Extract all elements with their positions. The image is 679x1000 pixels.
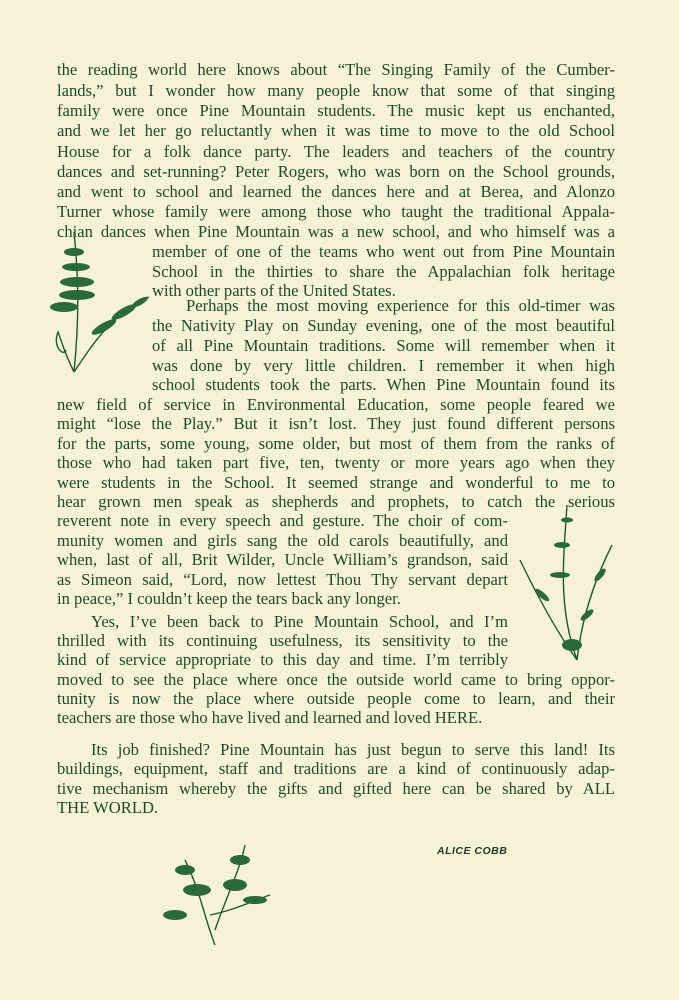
- paragraph-1-line: with other parts of the United States.: [152, 281, 396, 300]
- paragraph-3-line: Yes, I’ve been back to Pine Mountain School, and I’m: [91, 612, 508, 631]
- paragraph-2-line: as Simeon said, “Lord, now lettest Thou Thy servant depart: [57, 570, 508, 589]
- paragraph-1-line: chian dances when Pine Mountain was a new school, and who himself was a: [57, 222, 615, 241]
- paragraph-2-line: hear grown men speak as shepherds and prophets, to catch the serious: [57, 492, 615, 511]
- paragraph-1-line: dances and set-running? Peter Rogers, who was born on the School grounds,: [57, 162, 615, 181]
- paragraph-1-line: the reading world here knows about “The Singing Family of the Cumber-: [57, 60, 615, 79]
- paragraph-2-line: those who had taken part five, ten, twenty or more years ago when they: [57, 453, 615, 472]
- paragraph-1-line: and we let her go reluctantly when it was time to move to the old School: [57, 121, 615, 140]
- paragraph-4-line: tive mechanism whereby the gifts and gifted here can be shared by ALL: [57, 779, 615, 798]
- paragraph-2-line: munity women and girls sang the old carols beautifully, and: [57, 531, 508, 550]
- paragraph-3-line: tunity is now the place where outside people come to learn, and their: [57, 689, 615, 708]
- paragraph-4-line: buildings, equipment, staff and traditions are a kind of continuously adap-: [57, 759, 615, 778]
- paragraph-2-line: new field of service in Environmental Education, some people feared we: [57, 395, 615, 414]
- paragraph-3-line: teachers are those who have lived and learned and loved HERE.: [57, 708, 483, 727]
- paragraph-2-line: might “lose the Play.” But it isn’t lost. They just found different persons: [57, 414, 615, 433]
- fern-illustration-left: [44, 232, 154, 382]
- paragraph-2-line: was done by very little children. I remember it when high: [152, 356, 615, 375]
- fern-illustration-bottom: [155, 840, 275, 950]
- paragraph-1-line: member of one of the teams who went out from Pine Mountain: [152, 242, 615, 261]
- paragraph-3-line: thrilled with its continuing usefulness, its sensitivity to the: [57, 631, 508, 650]
- paragraph-2-line: when, last of all, Brit Wilder, Uncle William’s grandson, said: [57, 550, 508, 569]
- paragraph-4-line: THE WORLD.: [57, 798, 159, 817]
- paragraph-1-line: School in the thirties to share the Appalachian folk heritage: [152, 262, 615, 281]
- paragraph-1-line: Turner whose family were among those who taught the traditional Appala-: [57, 202, 615, 221]
- paragraph-3-line: moved to see the place where once the outside world came to bring oppor-: [57, 670, 615, 689]
- author-signature: ALICE COBB: [437, 845, 508, 857]
- paragraph-2-line: school students took the parts. When Pine Mountain found its: [152, 375, 615, 394]
- paragraph-4-line: Its job finished? Pine Mountain has just begun to serve this land! Its: [91, 740, 615, 759]
- paragraph-1-line: family were once Pine Mountain students. The music kept us enchanted,: [57, 101, 615, 120]
- paragraph-2-line: for the parts, some young, some older, but most of them from the ranks of: [57, 434, 615, 453]
- paragraph-2-line: reverent note in every speech and gesture. The choir of com-: [57, 511, 508, 530]
- paragraph-2-line: the Nativity Play on Sunday evening, one of the most beautiful: [152, 316, 615, 335]
- paragraph-2-line: were students in the School. It seemed strange and wonderful to me to: [57, 473, 615, 492]
- paragraph-2-line: of all Pine Mountain traditions. Some will remember when it: [152, 336, 615, 355]
- paragraph-2-line: Perhaps the most moving experience for this old-timer was: [186, 296, 615, 315]
- plant-illustration-right: [512, 505, 617, 665]
- paragraph-2-line: in peace,” I couldn’t keep the tears back any longer.: [57, 589, 401, 608]
- paragraph-1-line: and went to school and learned the dances here and at Berea, and Alonzo: [57, 182, 615, 201]
- paragraph-3-line: kind of service appropriate to this day and time. I’m terribly: [57, 650, 508, 669]
- paragraph-1-line: lands,” but I wonder how many people know that some of that singing: [57, 81, 615, 100]
- paragraph-1-line: House for a folk dance party. The leaders and teachers of the country: [57, 142, 615, 161]
